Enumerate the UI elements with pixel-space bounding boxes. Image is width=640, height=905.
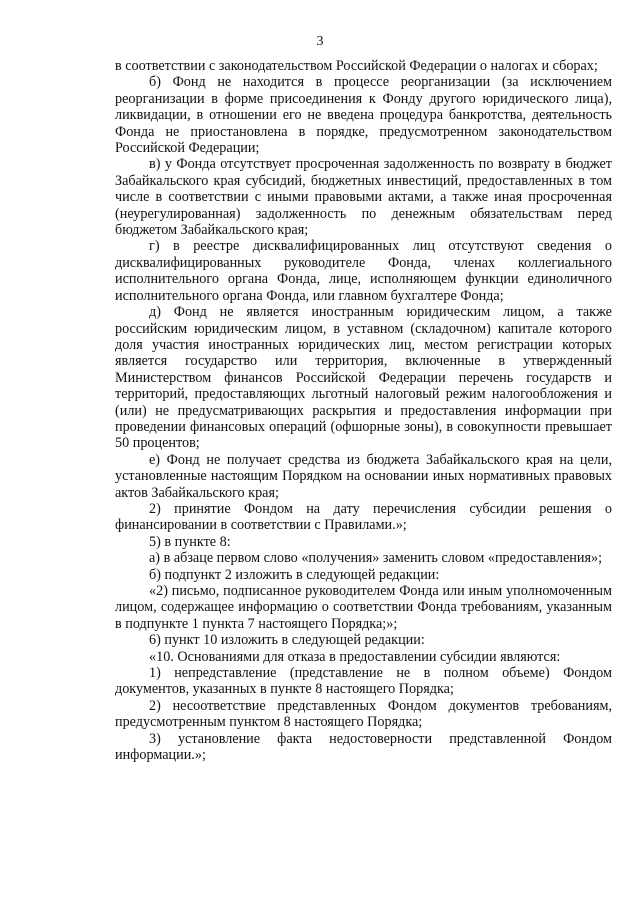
paragraph-e: е) Фонд не получает средства из бюджета Забайкальского края на цели, установленные настоящим Порядком на основании иных нормативных правовых актов Забайкальского края;: [115, 451, 612, 501]
paragraph-quote-2: «2) письмо, подписанное руководителем Фонда или иным уполномоченным лицом, содержащее информацию о соответствии Фонда требованиям, указанным в подпункте 1 пункта 7 настоящего Порядка;»;: [115, 583, 612, 632]
page-number: 3: [316, 34, 324, 49]
paragraph-item-6: 6) пункт 10 изложить в следующей редакции:: [149, 632, 425, 649]
paragraph-reason-1: 1) непредставление (представление не в полном объеме) Фондом документов, указанных в пункте 8 настоящего Порядка;: [115, 665, 612, 698]
paragraph-point-10: «10. Основаниями для отказа в предоставлении субсидии являются:: [149, 648, 561, 665]
paragraph-b: б) Фонд не находится в процессе реорганизации (за исключением реорганизации в форме присоединения к Фонду другого юридического лица), ликвидации, в отношении его не введена процедура банкротства, деятельность Фонда не приостановлена в порядке, предусмотренном законодательством Российской Федерации;: [115, 74, 612, 157]
paragraph-reason-3: 3) установление факта недостоверности представленной Фондом информации.»;: [115, 730, 612, 764]
paragraph-continuation: в соответствии с законодательством Российской Федерации о налогах и сборах;: [115, 58, 598, 74]
paragraph-item-2: 2) принятие Фондом на дату перечисления субсидии решения о финансировании в соответствии с Правилами.»;: [115, 500, 612, 534]
paragraph-item-5a: а) в абзаце первом слово «получения» заменить словом «предоставления»;: [149, 550, 603, 567]
paragraph-d: д) Фонд не является иностранным юридическим лицом, а также российским юридическим лицом, в уставном (складочном) капитале которого доля участия иностранных юридических лиц, местом регистрации которых является государство или территория, включенные в утвержденный Министерством финансов Российской Федерации перечень государств и территорий, предоставляющих льготный налоговый режим налогообложения и (или) не предусматривающих раскрытия и предоставления информации при проведении финансовых операций (офшорные зоны), в совокупности превышает 50 процентов;: [115, 304, 612, 452]
paragraph-item-5: 5) в пункте 8:: [149, 533, 231, 550]
paragraph-item-5b: б) подпункт 2 изложить в следующей редакции:: [149, 566, 440, 583]
paragraph-v: в) у Фонда отсутствует просроченная задолженность по возврату в бюджет Забайкальского края субсидий, бюджетных инвестиций, предоставленных в том числе в соответствии с иными правовыми актами, а также иная просроченная (неурегулированная) задолженность по денежным обязательствам перед бюджетом Забайкальского края;: [115, 156, 612, 239]
document-body: [115, 58, 612, 763]
paragraph-reason-2: 2) несоответствие представленных Фондом документов требованиям, предусмотренным пунктом 8 настоящего Порядка;: [115, 697, 612, 731]
paragraph-g: г) в реестре дисквалифицированных лиц отсутствуют сведения о дисквалифицированных руководителе Фонда, членах коллегиального исполнительного органа Фонда, лице, исполняющем функции единоличного исполнительного органа Фонда, или главном бухгалтере Фонда;: [115, 238, 612, 304]
